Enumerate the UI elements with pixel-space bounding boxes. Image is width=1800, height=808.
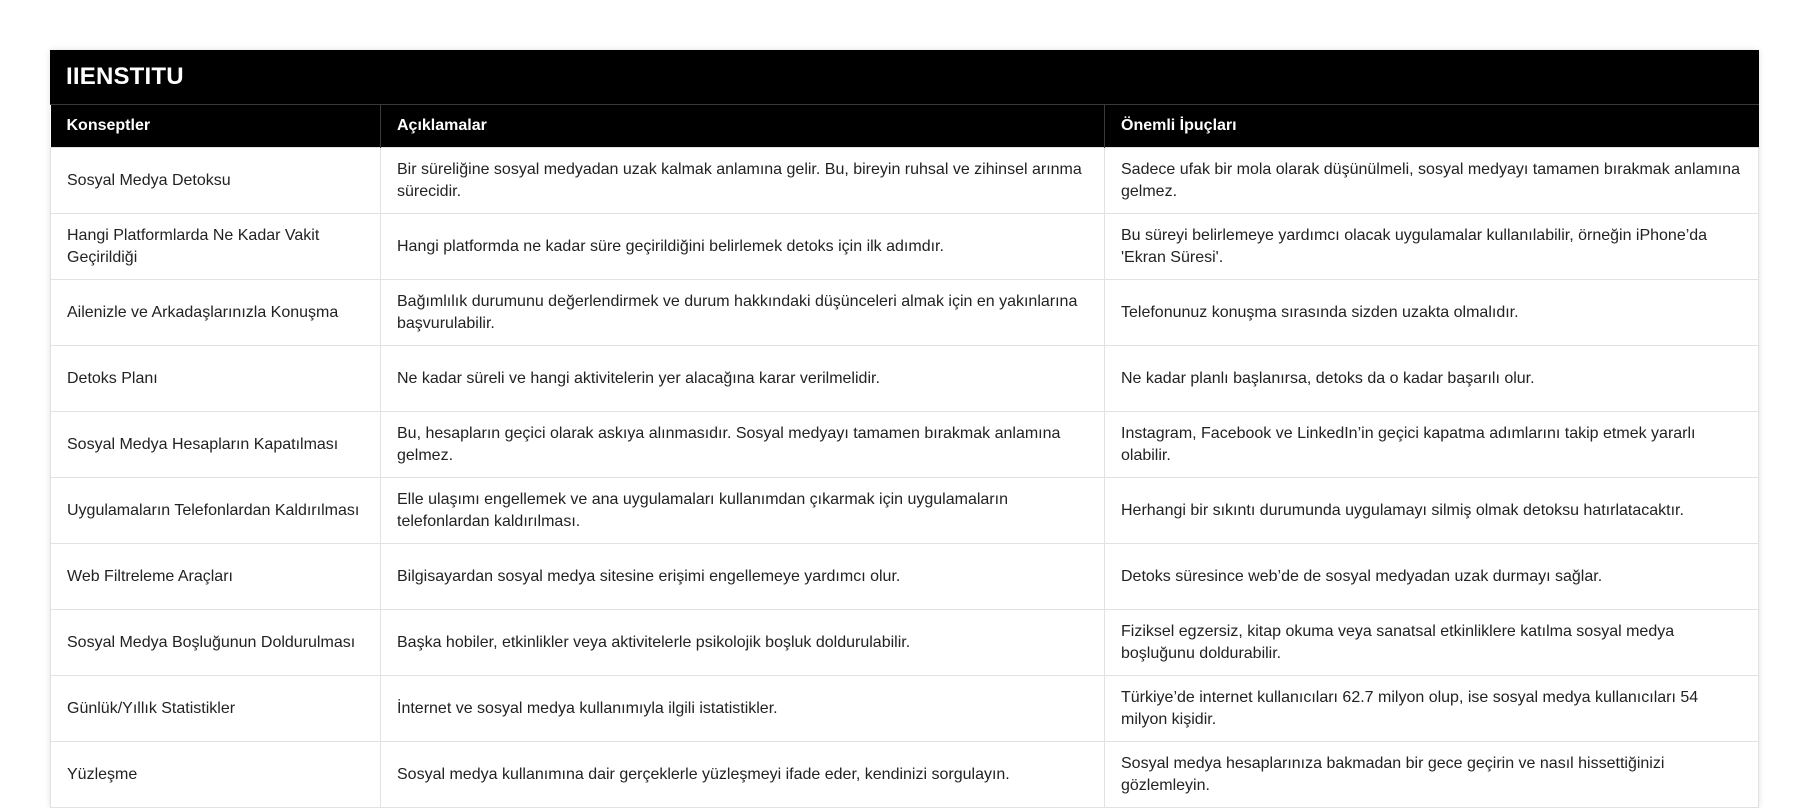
description-cell: Elle ulaşımı engellemek ve ana uygulamaları kullanımdan çıkarmak için uygulamaların telefonlardan kaldırılması.: [381, 478, 1105, 544]
description-cell: Bağımlılık durumunu değerlendirmek ve durum hakkındaki düşünceleri almak için en yakınlarına başvurulabilir.: [381, 280, 1105, 346]
table-row: [51, 676, 1759, 742]
description-cell: Ne kadar süreli ve hangi aktivitelerin yer alacağına karar verilmelidir.: [381, 346, 1105, 412]
tip-cell: Sosyal medya hesaplarınıza bakmadan bir gece geçirin ve nasıl hissettiğinizi gözlemleyin.: [1105, 742, 1759, 808]
description-cell: Bilgisayardan sosyal medya sitesine erişimi engellemeye yardımcı olur.: [381, 544, 1105, 610]
concept-cell: Uygulamaların Telefonlardan Kaldırılması: [51, 478, 381, 544]
tip-cell: Sadece ufak bir mola olarak düşünülmeli, sosyal medyayı tamamen bırakmak anlamına gelmez.: [1105, 148, 1759, 214]
description-cell: Bir süreliğine sosyal medyadan uzak kalmak anlamına gelir. Bu, bireyin ruhsal ve zihinsel arınma sürecidir.: [381, 148, 1105, 214]
tip-cell: Türkiye’de internet kullanıcıları 62.7 milyon olup, ise sosyal medya kullanıcıları 54 milyon kişidir.: [1105, 676, 1759, 742]
concept-cell: Detoks Planı: [51, 346, 381, 412]
concept-cell: Web Filtreleme Araçları: [51, 544, 381, 610]
tip-cell: Instagram, Facebook ve LinkedIn’in geçici kapatma adımlarını takip etmek yararlı olabilir.: [1105, 412, 1759, 478]
concept-cell: Hangi Platformlarda Ne Kadar Vakit Geçirildiği: [51, 214, 381, 280]
description-cell: İnternet ve sosyal medya kullanımıyla ilgili istatistikler.: [381, 676, 1105, 742]
description-cell: Hangi platformda ne kadar süre geçirildiğini belirlemek detoks için ilk adımdır.: [381, 214, 1105, 280]
tip-cell: Ne kadar planlı başlanırsa, detoks da o kadar başarılı olur.: [1105, 346, 1759, 412]
concept-cell: Sosyal Medya Detoksu: [51, 148, 381, 214]
table-row: [51, 148, 1759, 214]
table-row: [51, 478, 1759, 544]
content-table-card: [50, 50, 1759, 808]
description-cell: Bu, hesapların geçici olarak askıya alınmasıdır. Sosyal medyayı tamamen bırakmak anlamına gelmez.: [381, 412, 1105, 478]
brand-title: IIENSTITU: [50, 50, 1759, 105]
description-cell: Başka hobiler, etkinlikler veya aktivitelerle psikolojik boşluk doldurulabilir.: [381, 610, 1105, 676]
table-row: [51, 214, 1759, 280]
concept-cell: Yüzleşme: [51, 742, 381, 808]
tip-cell: Detoks süresince web’de de sosyal medyadan uzak durmayı sağlar.: [1105, 544, 1759, 610]
table-row: [51, 346, 1759, 412]
tip-cell: Fiziksel egzersiz, kitap okuma veya sanatsal etkinliklere katılma sosyal medya boşluğunu doldurabilir.: [1105, 610, 1759, 676]
table-row: [51, 412, 1759, 478]
tip-cell: Telefonunuz konuşma sırasında sizden uzakta olmalıdır.: [1105, 280, 1759, 346]
concept-cell: Sosyal Medya Hesapların Kapatılması: [51, 412, 381, 478]
table-row: [51, 280, 1759, 346]
tip-cell: Herhangi bir sıkıntı durumunda uygulamayı silmiş olmak detoksu hatırlatacaktır.: [1105, 478, 1759, 544]
table-header-row: [51, 105, 1759, 148]
concept-cell: Ailenizle ve Arkadaşlarınızla Konuşma: [51, 280, 381, 346]
column-header-descriptions: Açıklamalar: [381, 105, 1105, 148]
concepts-table: [50, 105, 1759, 808]
column-header-tips: Önemli İpuçları: [1105, 105, 1759, 148]
table-row: [51, 610, 1759, 676]
table-row: [51, 742, 1759, 808]
table-row: [51, 544, 1759, 610]
concept-cell: Günlük/Yıllık Statistikler: [51, 676, 381, 742]
description-cell: Sosyal medya kullanımına dair gerçeklerle yüzleşmeyi ifade eder, kendinizi sorgulayın.: [381, 742, 1105, 808]
tip-cell: Bu süreyi belirlemeye yardımcı olacak uygulamalar kullanılabilir, örneğin iPhone’da 'Ekran Süresi'.: [1105, 214, 1759, 280]
column-header-concepts: Konseptler: [51, 105, 381, 148]
concept-cell: Sosyal Medya Boşluğunun Doldurulması: [51, 610, 381, 676]
